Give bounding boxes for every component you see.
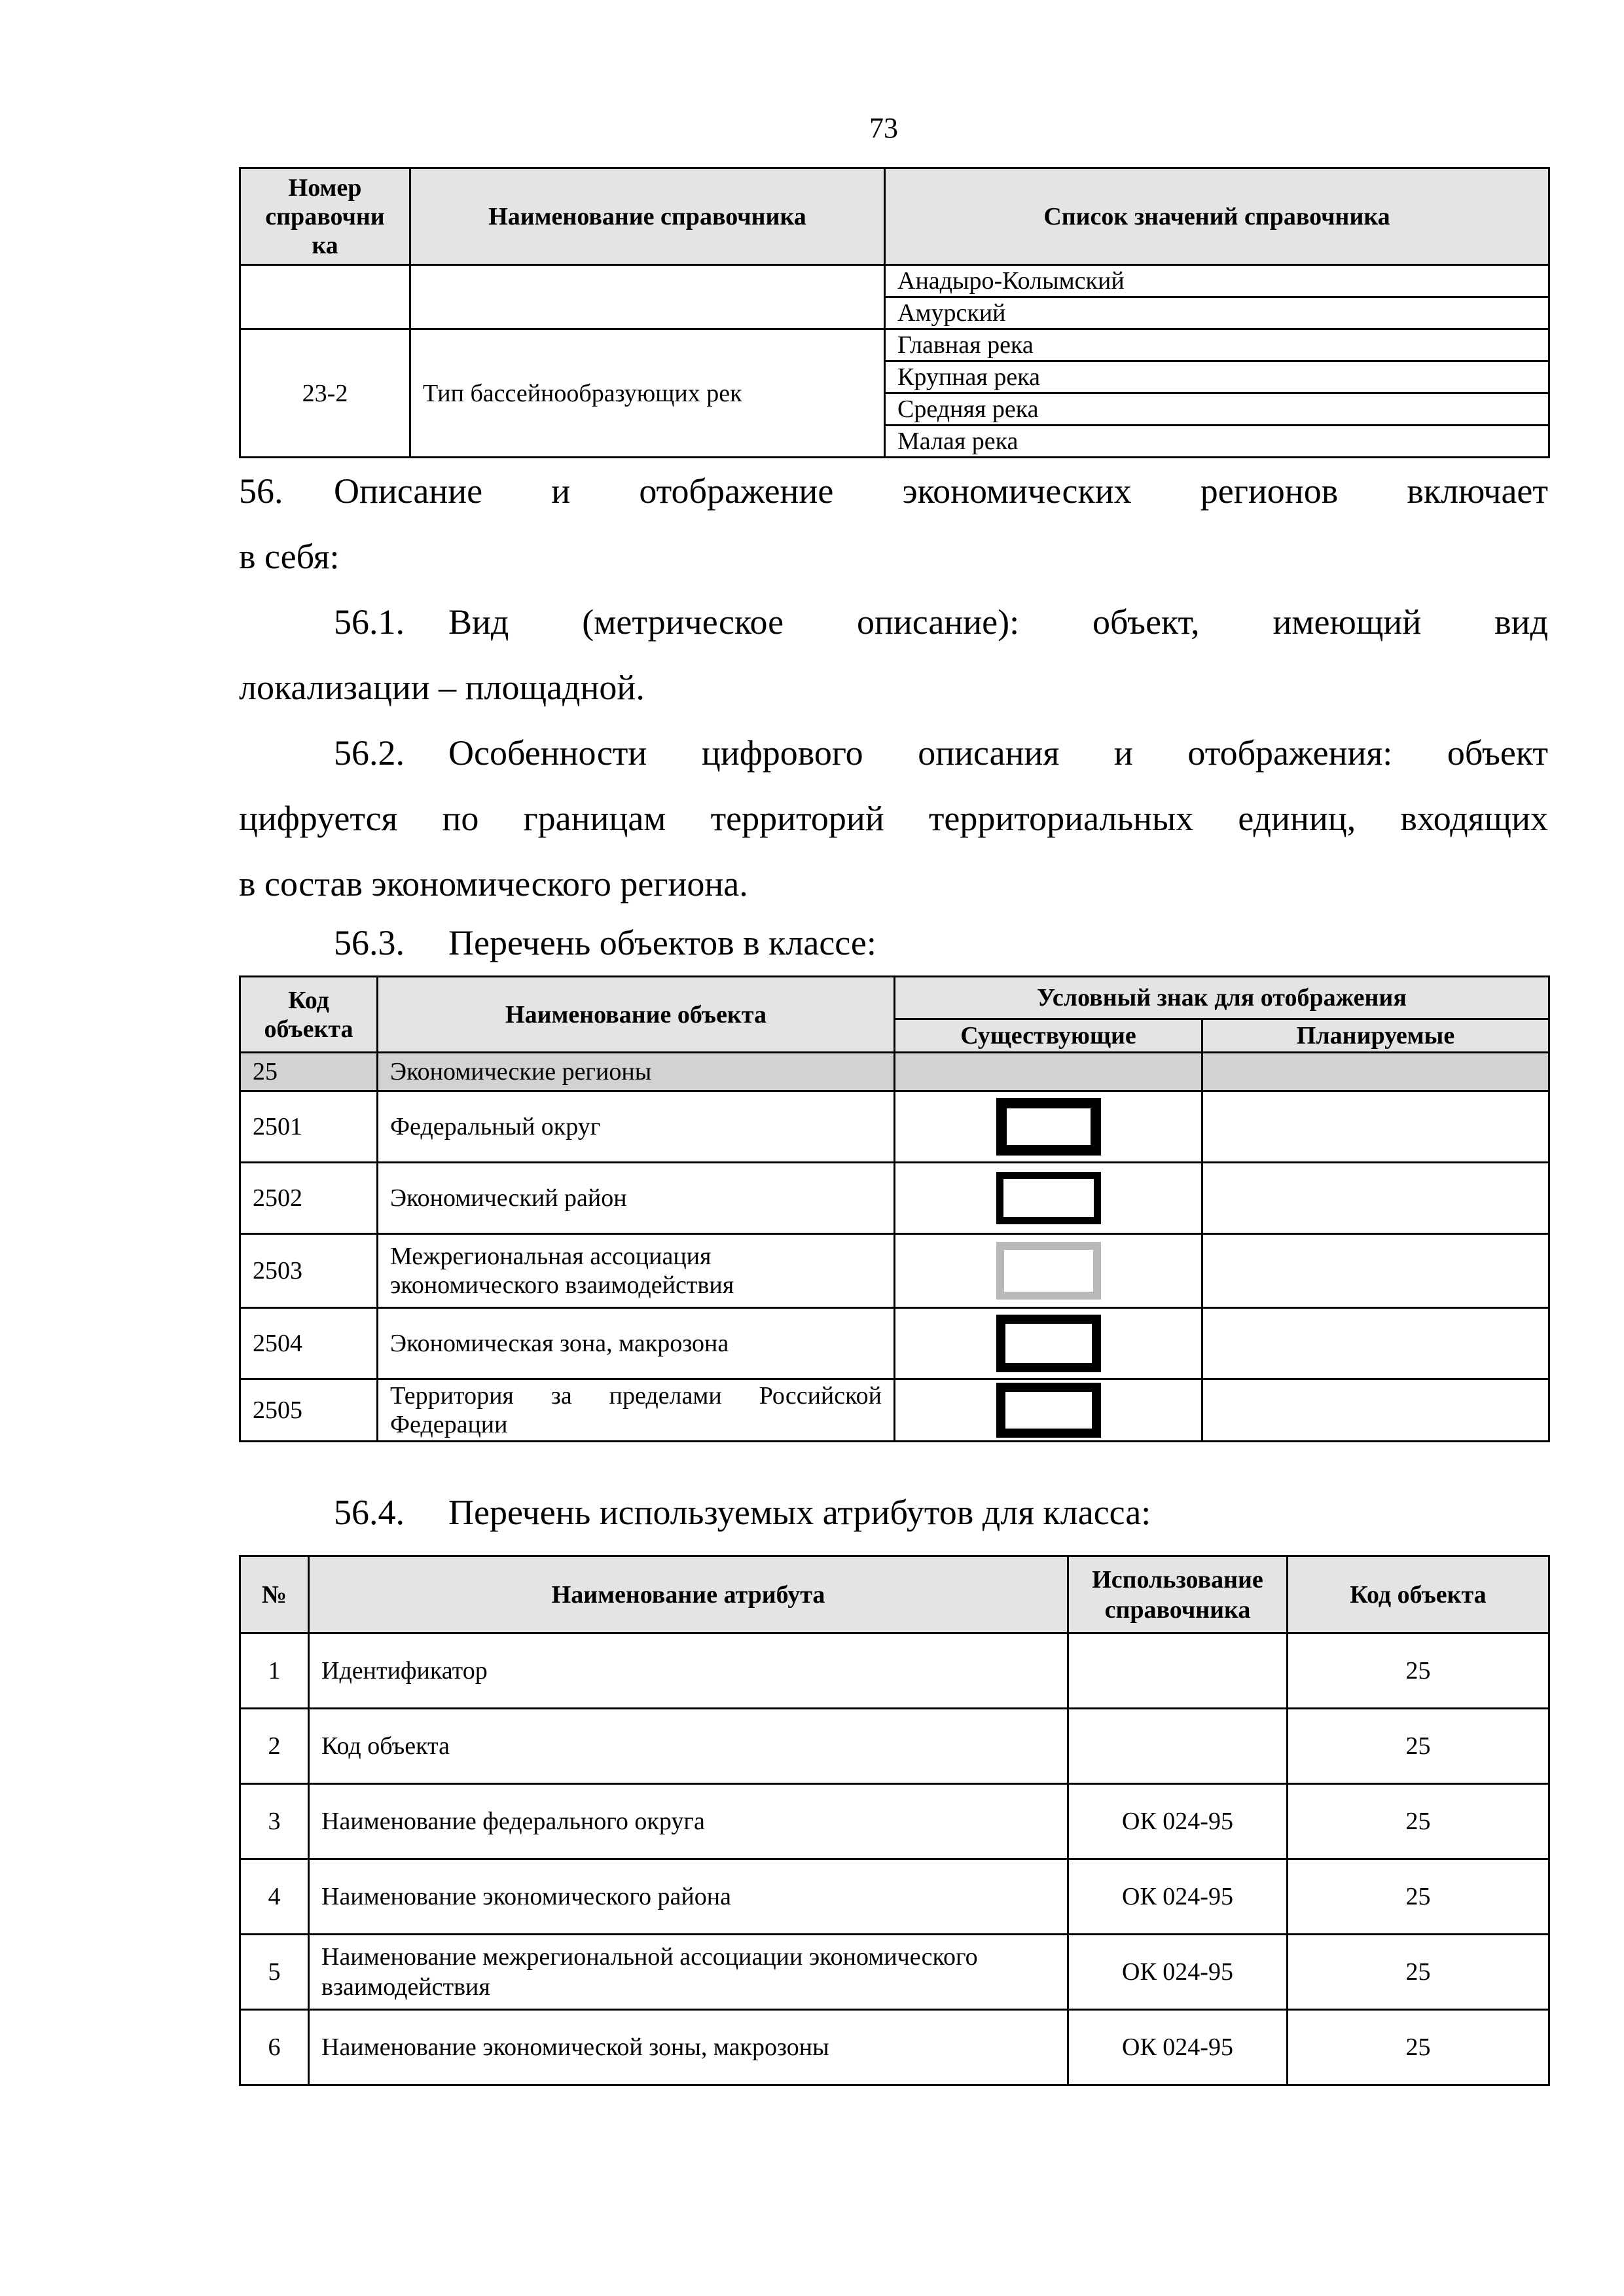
header-attr-name: Наименование атрибута [309,1556,1068,1633]
attr-name: Наименование межрегиональной ассоциации экономического взаимодействия [309,1935,1068,2010]
header-object-name: Наименование объекта [378,977,895,1053]
object-name: Экономический район [378,1163,895,1234]
header-ref-number-3: ка [312,231,338,259]
reference-table [239,167,1550,458]
ref-value: Крупная река [885,361,1549,393]
paragraph-text: Вид (метрическое описание): объект, имеющий вид [448,602,1548,642]
paragraph-text: в состав экономического региона. [239,864,748,903]
objects-table [239,975,1550,1442]
table-row [240,1234,1549,1308]
boundary-symbol-icon [996,1098,1101,1156]
object-name: Федеральный округ [378,1091,895,1163]
paragraph-number: 56.1. [334,602,405,642]
attr-code: 25 [1288,1784,1549,1859]
attributes-table [239,1555,1550,2086]
header-object-code: Код объекта [1288,1556,1549,1633]
attr-code: 25 [1288,2010,1549,2085]
ref-value: Главная река [885,329,1549,361]
header-num: № [240,1556,309,1633]
attr-num: 4 [240,1859,309,1935]
paragraph-text: Особенности цифрового описания и отображения: объект [448,733,1548,773]
reference-table-header [240,168,1549,265]
paragraph-number: 56.2. [334,733,405,773]
table-row [240,1308,1549,1379]
objects-table-header [240,977,1549,1019]
header-ref-number-1: Номер [288,173,362,202]
table-row [240,1633,1549,1709]
object-code: 2503 [240,1234,378,1308]
table-row [240,1784,1549,1859]
attr-code: 25 [1288,1709,1549,1784]
object-name: Межрегиональная ассоциация экономического взаимодействия [378,1234,895,1308]
attr-ref [1068,1709,1288,1784]
table-row [240,2010,1549,2085]
group-row [240,1053,1549,1091]
paragraph-text: в себя: [239,537,340,576]
object-code: 2502 [240,1163,378,1234]
group-name: Экономические регионы [378,1053,895,1091]
header-ref-name: Наименование справочника [410,168,885,265]
paragraph-56-3 [239,910,1548,975]
paragraph-text: Перечень используемых атрибутов для класса: [448,1493,1151,1532]
object-code: 2501 [240,1091,378,1163]
attr-num: 1 [240,1633,309,1709]
object-name: Экономическая зона, макрозона [378,1308,895,1379]
paragraph-56 [239,458,1548,589]
header-ref-usage-1: Использование [1092,1565,1263,1594]
object-code: 2505 [240,1379,378,1442]
table-row [240,1163,1549,1234]
paragraph-56-1 [239,589,1548,720]
table-row [240,329,1549,361]
table-row [240,1709,1549,1784]
paragraph-56-4 [239,1480,1548,1545]
ref-value: Анадыро-Колымский [885,265,1549,297]
table-row [240,1379,1549,1442]
header-planned: Планируемые [1202,1019,1549,1053]
paragraph-number: 56.4. [334,1493,405,1532]
paragraph-text: Перечень объектов в классе: [448,923,876,962]
attr-name: Наименование экономической зоны, макрозоны [309,2010,1068,2085]
boundary-symbol-icon [996,1172,1101,1224]
paragraph-text: Описание и отображение экономических регионов включает [334,471,1548,511]
header-code-2: объекта [264,1015,353,1043]
attr-ref: ОК 024-95 [1068,1859,1288,1935]
paragraph-number: 56.3. [334,923,405,962]
header-ref-values: Список значений справочника [885,168,1549,265]
table-row [240,1859,1549,1935]
table-row [240,1935,1549,2010]
attr-name: Идентификатор [309,1633,1068,1709]
paragraph-56-2 [239,720,1548,917]
attr-num: 6 [240,2010,309,2085]
attributes-table-header [240,1556,1549,1633]
table-row [240,265,1549,297]
attr-name: Наименование экономического района [309,1859,1068,1935]
paragraph-number: 56. [239,471,283,511]
header-ref-number-2: справочни [265,202,385,230]
attr-code: 25 [1288,1935,1549,2010]
boundary-symbol-icon [996,1242,1101,1300]
ref-value: Малая река [885,426,1549,458]
boundary-symbol-icon [996,1315,1101,1372]
attr-code: 25 [1288,1633,1549,1709]
attr-ref: ОК 024-95 [1068,1935,1288,2010]
boundary-symbol-icon [996,1383,1101,1438]
attr-code: 25 [1288,1859,1549,1935]
group-code: 25 [240,1053,378,1091]
attr-num: 5 [240,1935,309,2010]
object-name: Территория за пределами Российской Федерации [378,1379,895,1442]
attr-ref [1068,1633,1288,1709]
attr-name: Наименование федерального округа [309,1784,1068,1859]
object-code: 2504 [240,1308,378,1379]
attr-ref: ОК 024-95 [1068,2010,1288,2085]
header-existing: Существующие [895,1019,1202,1053]
paragraph-text: цифруется по границам территорий территориальных единиц, входящих [239,799,1548,838]
ref-number: 23-2 [240,329,410,458]
page-number: 73 [869,112,898,144]
table-row [240,1091,1549,1163]
ref-value: Амурский [885,297,1549,329]
paragraph-text: локализации – площадной. [239,668,645,707]
header-ref-usage-2: справочника [1104,1595,1251,1624]
attr-ref: ОК 024-95 [1068,1784,1288,1859]
attr-name: Код объекта [309,1709,1068,1784]
header-code-1: Код [288,986,329,1014]
attr-num: 3 [240,1784,309,1859]
ref-value: Средняя река [885,393,1549,426]
attr-num: 2 [240,1709,309,1784]
header-symbol: Условный знак для отображения [895,977,1549,1019]
ref-name: Тип бассейнообразующих рек [410,329,885,458]
